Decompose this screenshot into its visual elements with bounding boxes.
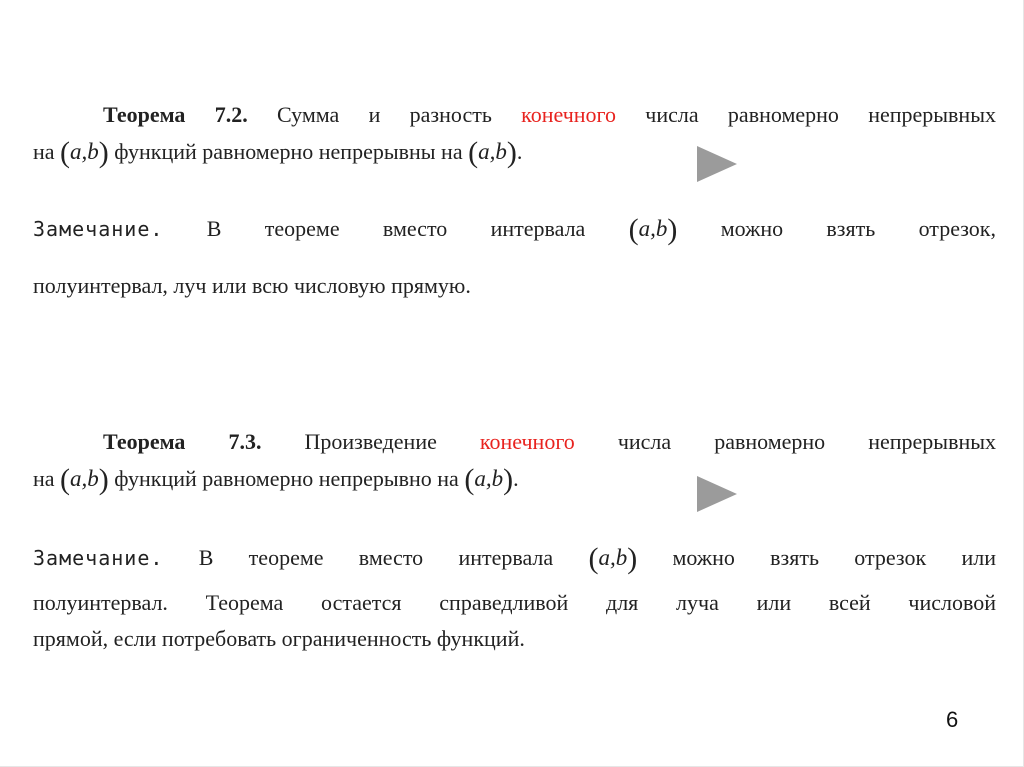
theorem-7-3-line-2b: функций равномерно непрерывно на — [108, 466, 465, 491]
period: . — [516, 139, 523, 164]
next-arrow-icon[interactable] — [697, 146, 737, 182]
theorem-7-2-highlight: конечного — [521, 102, 617, 127]
theorem-7-2 — [33, 96, 996, 171]
period: . — [513, 466, 519, 491]
theorem-7-3-label: Теорема 7.3. — [103, 429, 262, 454]
interval-ab — [60, 463, 109, 496]
interval-ab — [628, 213, 678, 246]
interval-text: a,b — [478, 139, 507, 164]
rparen: ) — [98, 463, 109, 496]
lparen: ( — [464, 463, 475, 496]
rparen: ) — [98, 136, 109, 169]
lparen: ( — [60, 463, 71, 496]
theorem-7-2-line-2b: функций равномерно непрерывны на — [108, 139, 469, 164]
theorem-7-2-text: Сумма и разность — [247, 102, 522, 127]
interval-ab — [468, 136, 517, 169]
lparen: ( — [468, 136, 479, 169]
remark-7-2-text: В теореме вместо интервала — [163, 216, 629, 241]
remark-7-3-text: В теореме вместо интервала — [163, 545, 589, 570]
remark-7-3-label: Замечание. — [33, 546, 164, 570]
interval-ab — [588, 542, 638, 575]
interval-text: a,b — [638, 216, 668, 241]
theorem-7-2-line-2 — [33, 133, 996, 171]
rparen: ) — [506, 136, 517, 169]
interval-text: a,b — [598, 545, 628, 570]
theorem-7-3-line-1 — [33, 423, 996, 460]
remark-7-3-line-2: полуинтервал. Теорема остается справедливой для луча или всей числовой — [33, 590, 996, 615]
theorem-7-3-highlight: конечного — [479, 429, 575, 454]
lparen: ( — [588, 542, 599, 575]
rparen: ) — [667, 213, 678, 246]
lparen: ( — [628, 213, 639, 246]
lparen: ( — [60, 136, 71, 169]
theorem-7-2-line-2a: на — [33, 139, 61, 164]
theorem-7-3-line-2a: на — [33, 466, 61, 491]
page-number: 6 — [946, 707, 959, 732]
theorem-7-3-text-2: числа равномерно непрерывных — [574, 429, 997, 454]
theorem-7-3 — [33, 423, 996, 498]
interval-text: a,b — [474, 466, 504, 491]
remark-7-3-text-2: можно взять отрезок или — [637, 545, 996, 570]
theorem-7-2-text-2: числа равномерно непрерывных — [616, 102, 996, 127]
remark-7-2-line-1 — [33, 201, 996, 258]
remark-7-2 — [33, 201, 996, 314]
remark-7-2-text-2: можно взять отрезок, — [677, 216, 996, 241]
theorem-7-3-line-2 — [33, 460, 996, 498]
rparen: ) — [627, 542, 638, 575]
interval-text: a,b — [70, 139, 99, 164]
remark-7-2-line-2: полуинтервал, луч или всю числовую прямую. — [33, 273, 471, 298]
theorem-7-2-line-1 — [33, 96, 996, 133]
theorem-7-3-text: Произведение — [261, 429, 480, 454]
interval-text: a,b — [70, 466, 99, 491]
remark-7-3 — [33, 532, 996, 657]
rparen: ) — [503, 463, 514, 496]
remark-7-3-line-3: прямой, если потребовать ограниченность функций. — [33, 626, 525, 651]
interval-ab — [60, 136, 109, 169]
theorem-7-2-label: Теорема 7.2. — [103, 102, 248, 127]
interval-ab — [464, 463, 514, 496]
remark-7-2-label: Замечание. — [33, 217, 164, 241]
remark-7-3-line-1 — [33, 532, 996, 585]
next-arrow-icon[interactable] — [697, 476, 737, 512]
